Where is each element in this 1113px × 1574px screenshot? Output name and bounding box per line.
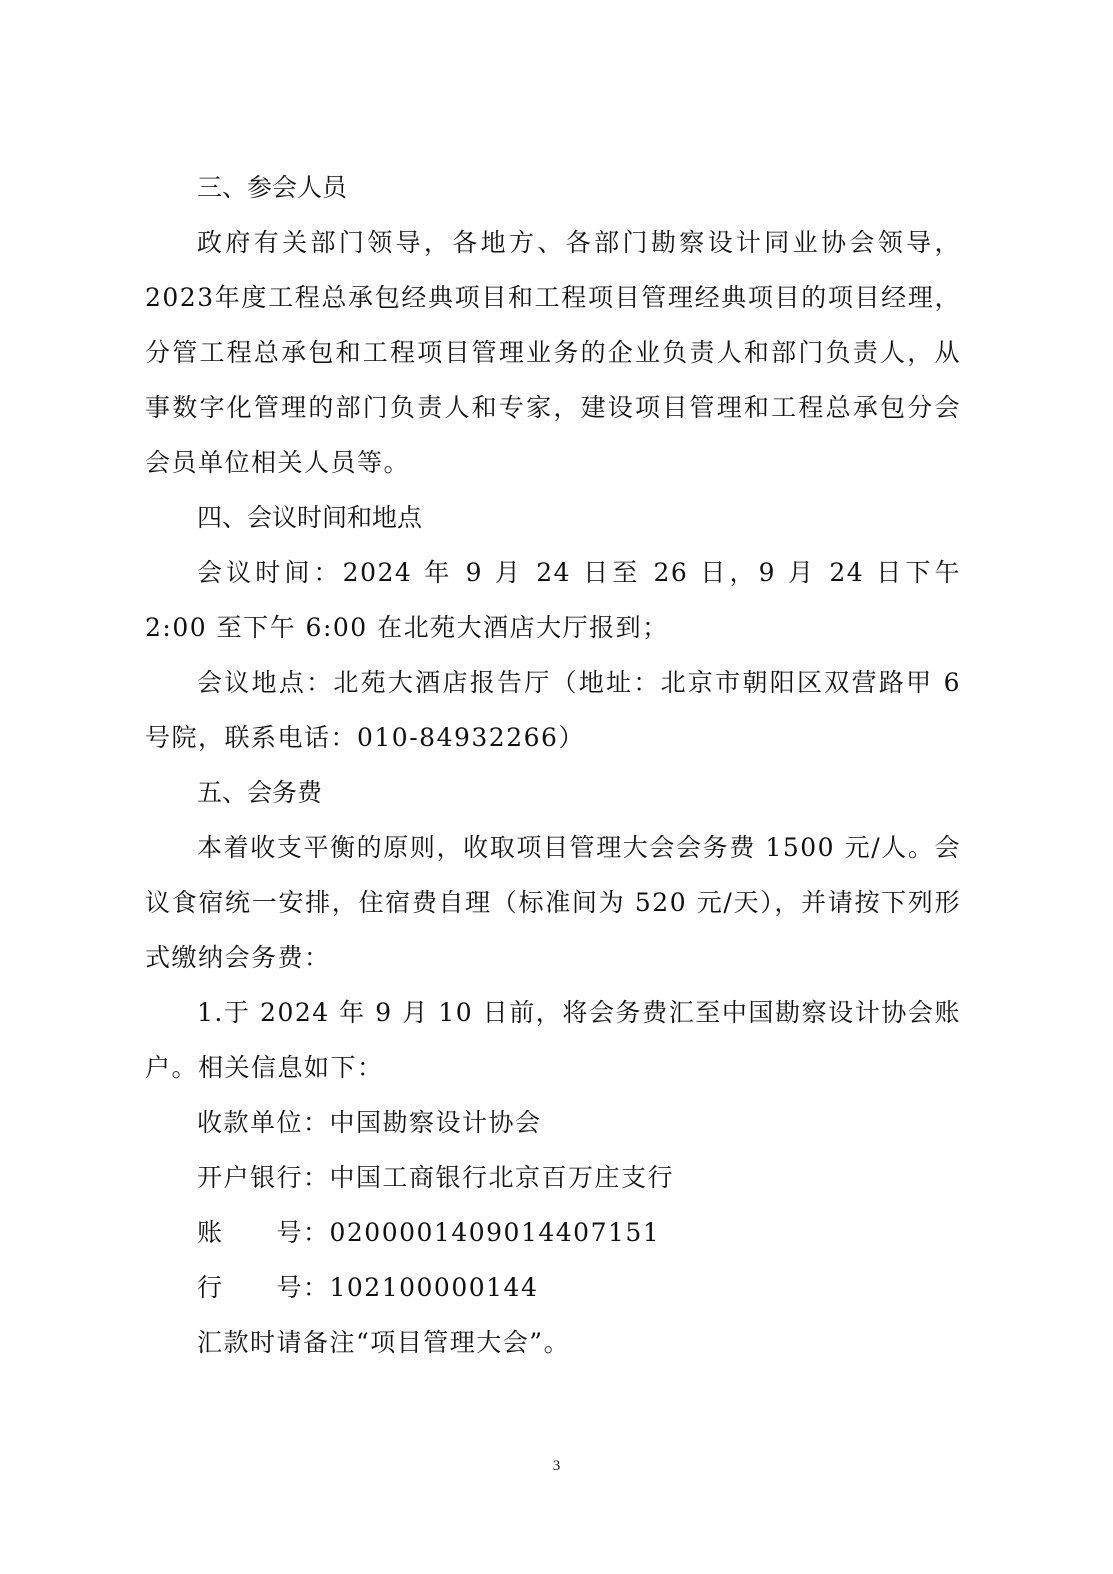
remittance-remark-line: 汇款时请备注“项目管理大会”。 bbox=[197, 1328, 571, 1357]
bank-line: 开户银行：中国工商银行北京百万庄支行 bbox=[197, 1163, 675, 1192]
page-content bbox=[145, 160, 961, 1370]
payee-line: 收款单位：中国勘察设计协会 bbox=[197, 1108, 542, 1137]
meeting-place-paragraph: 会议地点：北苑大酒店报告厅（地址：北京市朝阳区双营路甲 6 号院，联系电话：010-84932266） bbox=[145, 668, 961, 752]
page-number: 3 bbox=[552, 1458, 561, 1474]
payment-instruction-paragraph: 1.于 2024 年 9 月 10 日前，将会务费汇至中国勘察设计协会账户。相关信息如下： bbox=[145, 998, 961, 1082]
section-heading-attendees: 三、参会人员 bbox=[197, 173, 348, 202]
attendees-paragraph: 政府有关部门领导，各地方、各部门勘察设计同业协会领导，2023年度工程总承包经典项目和工程项目管理经典项目的项目经理，分管工程总承包和工程项目管理业务的企业负责人和部门负责人，从事数字化管理的部门负责人和专家，建设项目管理和工程总承包分会会员单位相关人员等。 bbox=[145, 228, 961, 477]
fees-paragraph: 本着收支平衡的原则，收取项目管理大会会务费 1500 元/人。会议食宿统一安排，住宿费自理（标准间为 520 元/天），并请按下列形式缴纳会务费： bbox=[145, 833, 961, 972]
section-heading-time-place: 四、会议时间和地点 bbox=[197, 503, 423, 532]
section-heading-fees: 五、会务费 bbox=[197, 778, 323, 807]
bank-code-line: 行 号：102100000144 bbox=[197, 1273, 539, 1302]
account-number-line: 账 号：0200001409014407151 bbox=[197, 1218, 661, 1247]
meeting-time-paragraph: 会议时间：2024 年 9 月 24 日至 26 日，9 月 24 日下午 2:00 至下午 6:00 在北苑大酒店大厅报到； bbox=[145, 558, 961, 642]
